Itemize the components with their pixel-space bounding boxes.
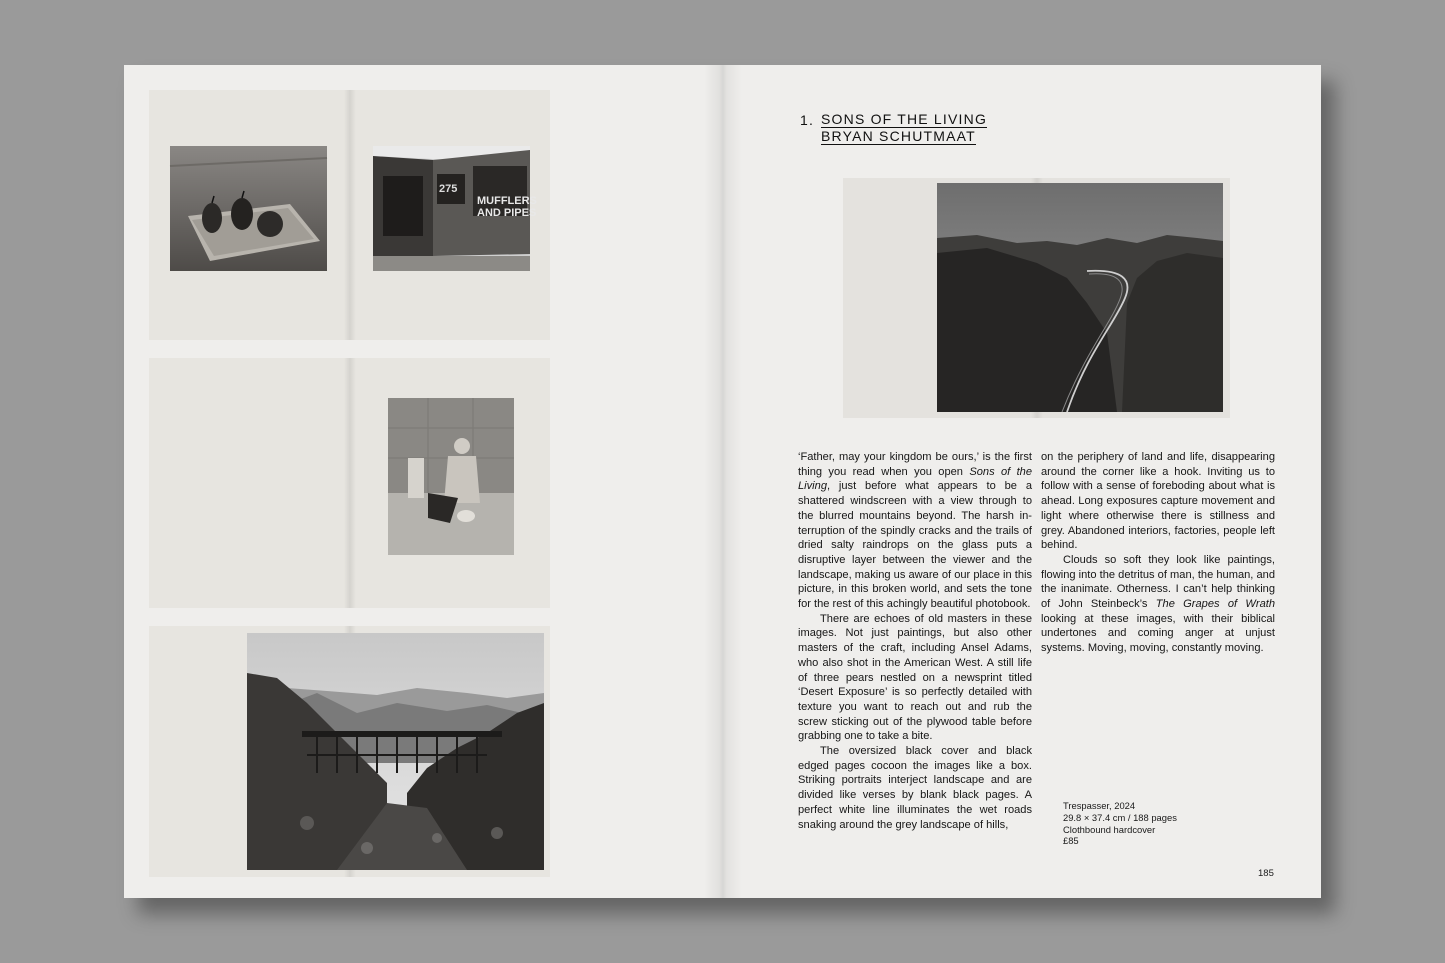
- page-number: 185: [1258, 868, 1274, 879]
- book-publisher-year: Trespasser, 2024: [1063, 800, 1136, 811]
- book-binding: Clothbound hardcover: [1063, 823, 1156, 835]
- paragraph: The oversized black cover and black edged pages cocoon the images like a box. Striking portraits interject landscape and are divided like verses by blank black pages. A perfect white line illuminates the wet roads snaking around the grey landscape of hills,: [798, 745, 1032, 831]
- paragraph: There are echoes of old masters in these images. Not just paintings, but also other masters of the craft, including Ansel Adams, who also shot in the American West. A still life of three pears nestled on a newsprint titled ‘Desert Exposure’ is so perfectly detailed with texture you want to reach out and rub the screw sticking out of the plywood table before grabbing one to take a bite.: [798, 612, 1032, 743]
- paragraph: ‘Father, may your kingdom be ours,’ is the first thing you read when you open Sons of the Living, just before what appears to be a shattered windscreen with a view through to the blurred mountains beyond. The harsh interruption of the spindly cracks and the trails of dried salty raindrops on the glass puts a disruptive layer between the viewer and the landscape, making us aware of our place in this picture, in this broken world, and sets the tone for the rest of this achingly beautiful photobook.: [798, 451, 1033, 611]
- magazine-spread: [124, 65, 1321, 898]
- center-gutter: [704, 65, 742, 898]
- book-info: [1063, 800, 1177, 847]
- book-spread-2: [149, 358, 550, 608]
- book-spread-3: [149, 626, 550, 877]
- article-number: 1.: [800, 112, 815, 128]
- svg-text:MUFFLERS: MUFFLERS: [477, 195, 537, 207]
- svg-text:275: 275: [439, 183, 458, 195]
- book-price: £85: [1063, 835, 1079, 847]
- book-dimensions: 29.8 × 37.4 cm / 188 pages: [1063, 811, 1177, 823]
- photo-storefront: [373, 146, 537, 271]
- article-title: SONS OF THE LIVING: [821, 111, 988, 127]
- paragraph: Clouds so soft they look like paintings, flowing into the detritus of man, the human, and the inanimate. Otherness. I can’t help thinking of John Steinbeck’s The Grapes of Wrath looking at these images, with their biblical undertones and coming anger at unjust systems. Moving, moving, constantly moving.: [1041, 553, 1275, 655]
- svg-text:AND PIPES: AND PIPES: [477, 207, 537, 219]
- article-author: BRYAN SCHUTMAAT: [821, 128, 976, 144]
- paragraph: on the periphery of land and life, disappearing around the corner like a hook. Inviting us to follow with a sense of foreboding about what is ahead. Long exposures capture movement and light where otherwise there is stillness and grey. Abandoned interiors, factories, people left behind.: [1041, 451, 1275, 552]
- book-spread-feature: [843, 178, 1230, 418]
- article-column-1: [798, 450, 1032, 832]
- spread-fold: [344, 358, 356, 608]
- article-column-2: [1041, 450, 1275, 656]
- photo-road: [937, 183, 1223, 412]
- photo-pears: [170, 146, 327, 271]
- spread-fold: [344, 90, 356, 340]
- photo-portrait: [388, 398, 514, 555]
- book-spread-1: [149, 90, 550, 340]
- photo-trestle: [247, 633, 544, 870]
